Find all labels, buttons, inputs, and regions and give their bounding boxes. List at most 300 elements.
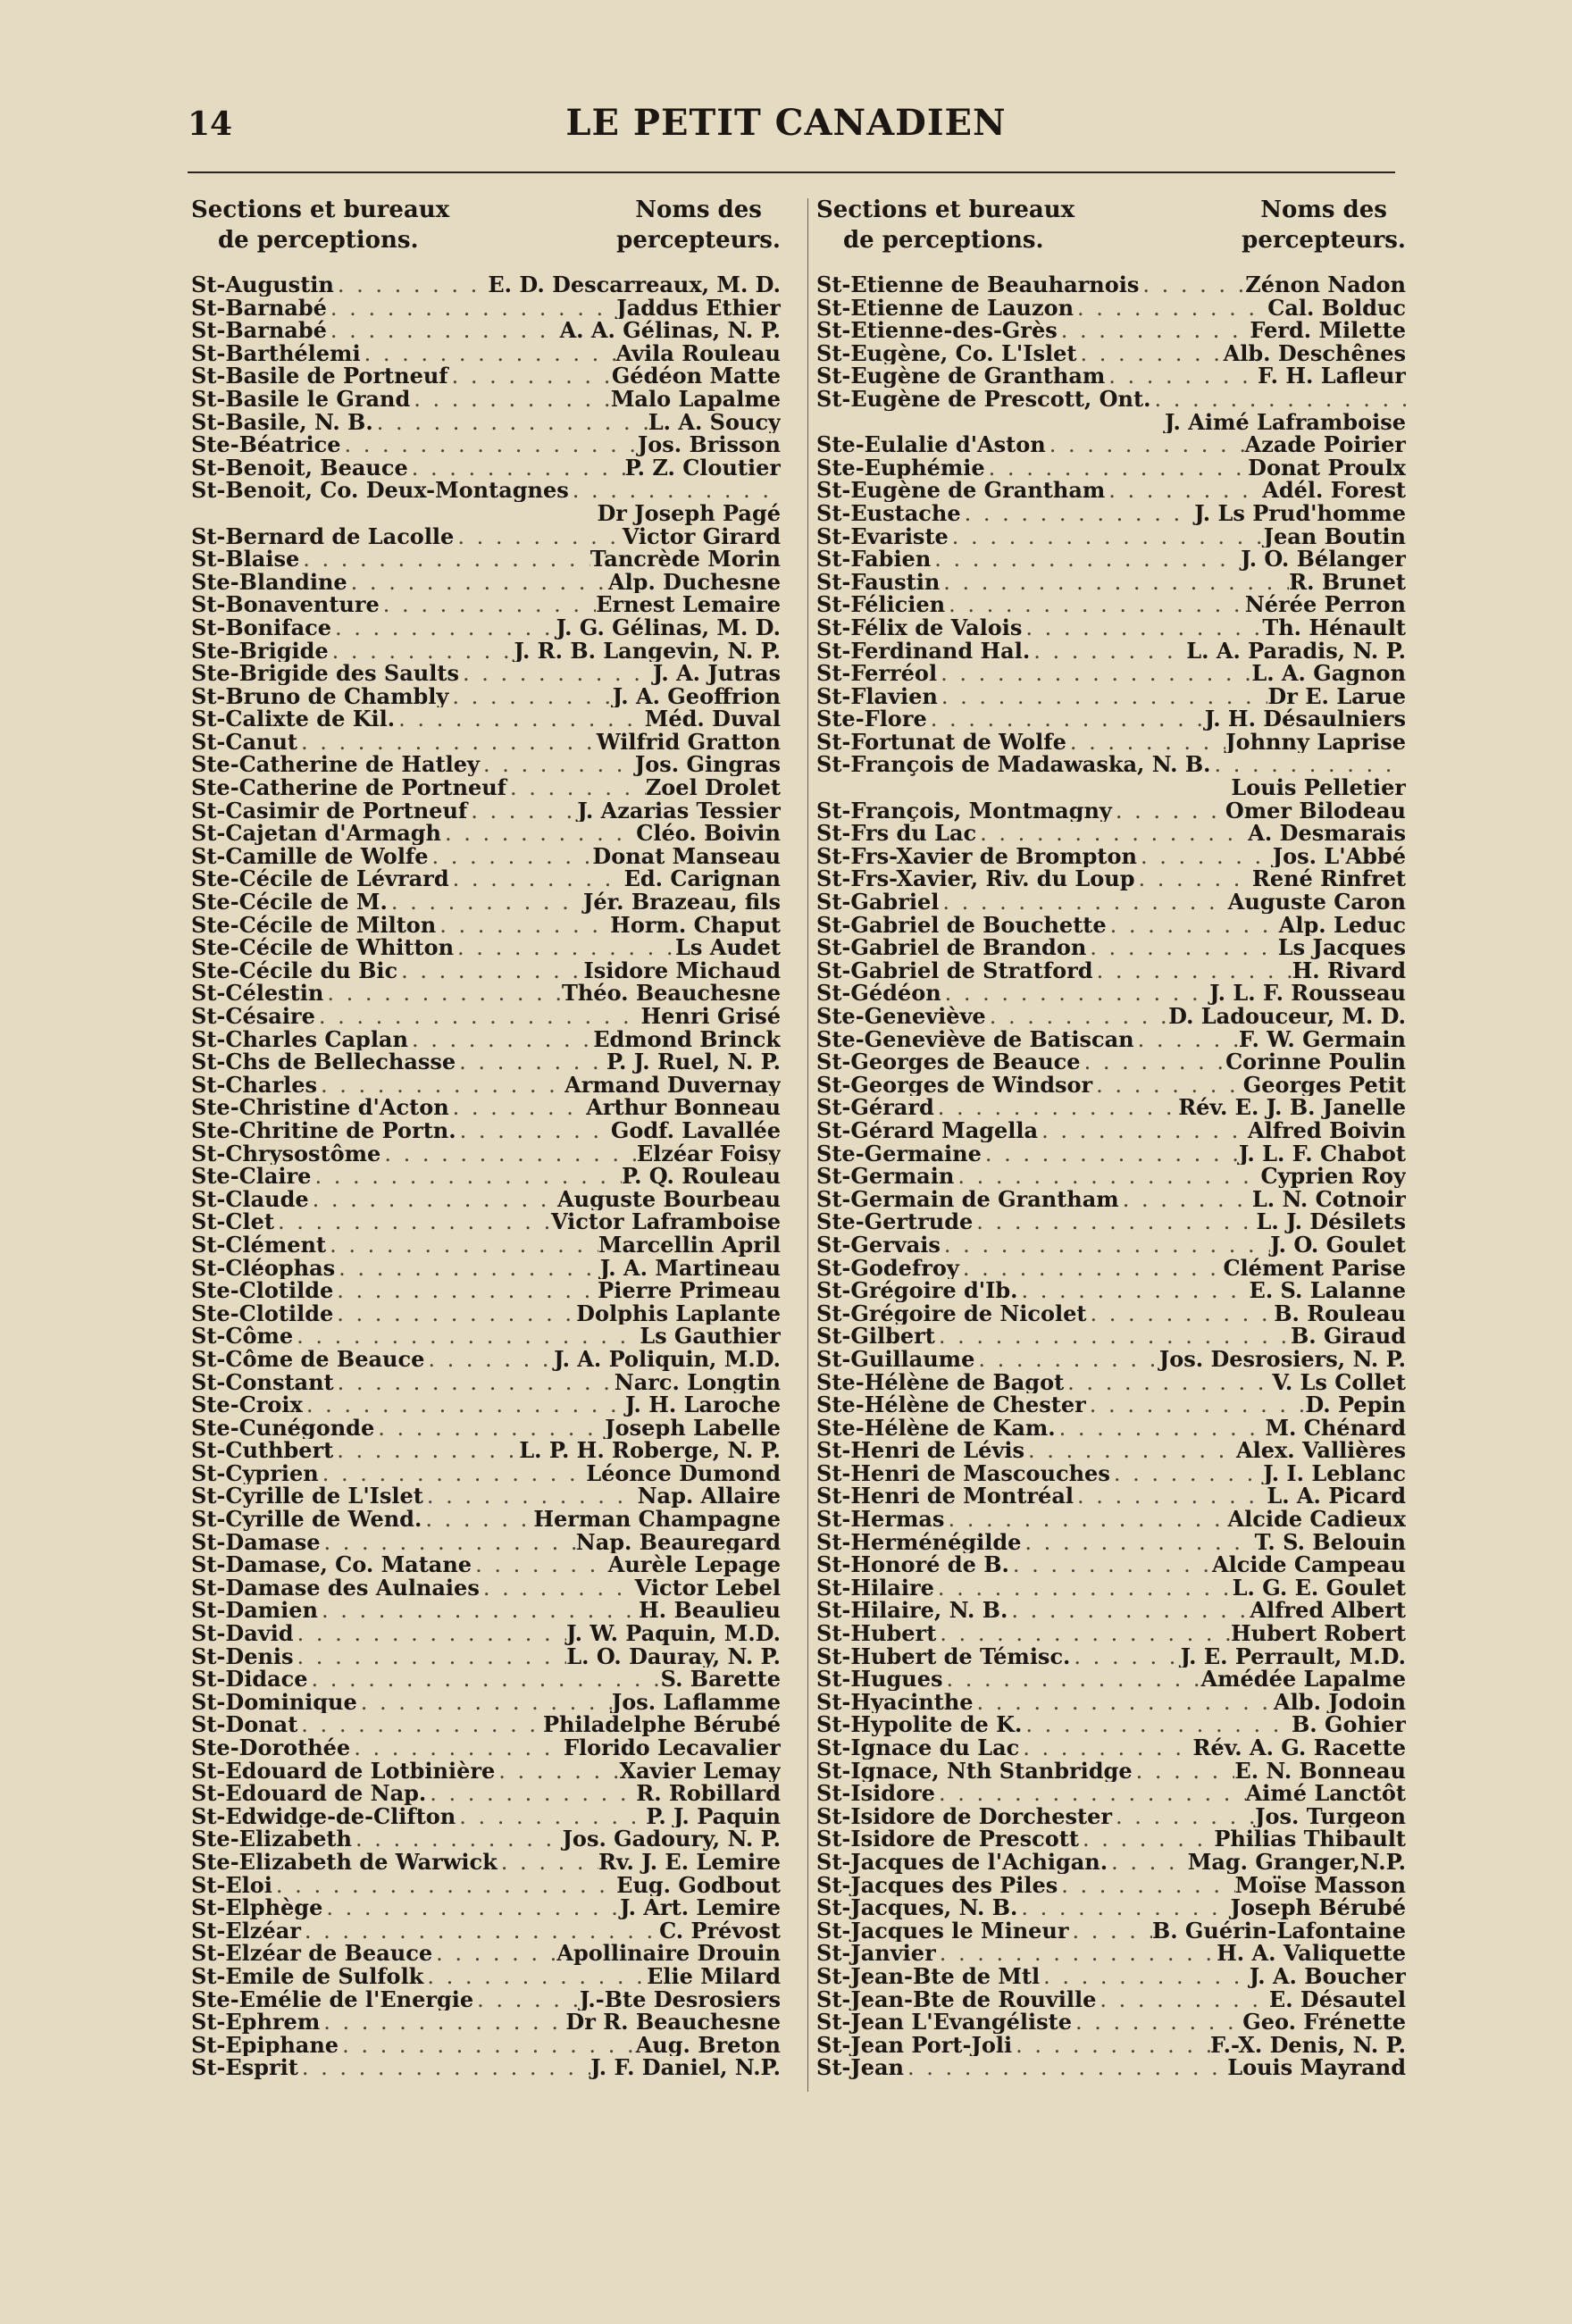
collector-name: J. A. Boucher (1249, 1964, 1406, 1988)
list-item (816, 1028, 1406, 1051)
list-item (191, 867, 781, 890)
section-name: St-Clément (191, 1233, 327, 1257)
section-name: St-Gédéon (816, 982, 941, 1005)
list-item (191, 662, 781, 685)
dot-leader (1150, 389, 1406, 411)
section-name: Ste-Chritine de Portn. (191, 1118, 456, 1142)
section-name: St-Edouard de Lotbinière (191, 1759, 496, 1783)
list-item (816, 525, 1406, 548)
section-name: St-Etienne-des-Grès (816, 319, 1058, 342)
dot-leader (495, 1760, 619, 1783)
section-name: St-François de Madawaska, N. B. (816, 753, 1211, 777)
section-name: St-Georges de Windsor (816, 1073, 1093, 1097)
collector-name: Philias Thibault (1214, 1827, 1406, 1851)
collector-name: Zoel Drolet (645, 776, 781, 799)
section-name: St-Damase (191, 1530, 321, 1554)
collector-name: Malo Lapalme (610, 387, 781, 411)
list-item (191, 1119, 781, 1142)
list-item (816, 776, 1406, 799)
dot-leader (329, 640, 514, 663)
list-item (191, 890, 781, 914)
dot-leader (945, 594, 1245, 616)
dot-leader (456, 1051, 606, 1074)
collector-name: J. A. Geoffrion (612, 684, 781, 708)
dot-leader (1064, 1372, 1272, 1394)
collector-name: Méd. Duval (644, 707, 781, 731)
list-item (191, 616, 781, 640)
list-item (191, 1599, 781, 1622)
dot-leader (937, 663, 1251, 685)
collector-name: L. G. E. Goulet (1232, 1576, 1406, 1600)
dot-leader (299, 548, 590, 571)
dot-leader (941, 982, 1210, 1005)
section-name: St-Hugues (816, 1668, 943, 1691)
collector-name: Geo. Frénette (1242, 2011, 1406, 2034)
dot-leader (303, 1394, 625, 1417)
collector-name: J. R. B. Langevin, N. P. (514, 639, 781, 663)
section-name: St-Jacques des Piles (816, 1873, 1058, 1897)
collector-name: B. Giraud (1290, 1325, 1406, 1348)
section-name: St-Hermas (816, 1508, 945, 1531)
section-name: St-Camille de Wolfe (191, 844, 429, 868)
section-name: St-Félix de Valois (816, 615, 1023, 640)
list-item (816, 640, 1406, 663)
list-item (816, 1462, 1406, 1485)
list-item (191, 297, 781, 320)
dot-leader (441, 823, 636, 845)
collector-name: Ls Gauthier (640, 1325, 781, 1348)
dot-leader (940, 572, 1289, 594)
collector-name: Ls Jacques (1277, 936, 1406, 959)
collector-name: L. N. Cotnoir (1251, 1187, 1406, 1211)
collector-name: Alfred Boivin (1247, 1118, 1406, 1142)
header-rule (188, 171, 1395, 173)
list-item (191, 640, 781, 663)
collector-name: J. Aimé Laframboise (1165, 410, 1406, 434)
section-name: St-Ephrem (191, 2011, 321, 2034)
right-column (816, 195, 1406, 2079)
section-name: St-Donat (191, 1713, 298, 1736)
section-name: St-Jacques le Mineur (816, 1919, 1069, 1943)
collector-name: Victor Laframboise (550, 1210, 781, 1233)
list-item (816, 1827, 1406, 1851)
dot-leader (315, 1006, 641, 1028)
list-item (816, 1393, 1406, 1417)
dot-leader (1058, 320, 1250, 342)
section-name: Ste-Cécile de Milton (191, 913, 437, 937)
page-title: LE PETIT CANADIEN (565, 102, 1007, 144)
collector-name: Zénon Nadon (1245, 273, 1406, 297)
section-name: St-Eugène de Grantham (816, 479, 1106, 502)
collector-name: Jos. Desrosiers, N. P. (1158, 1347, 1406, 1371)
list-item (191, 1896, 781, 1919)
dot-leader (294, 1646, 567, 1668)
collector-name: Wilfrid Gratton (596, 730, 781, 754)
dot-leader (1112, 800, 1225, 823)
dot-leader (943, 1668, 1201, 1691)
collector-name: Dr E. Larue (1267, 684, 1406, 708)
list-item (816, 1417, 1406, 1440)
dot-leader (380, 594, 596, 616)
collector-name: E. D. Descarreaux, M. D. (488, 273, 781, 297)
collector-name: Henri Grisé (640, 1005, 781, 1028)
list-item (816, 1439, 1406, 1462)
section-name: St-Faustin (816, 570, 941, 594)
list-item (191, 273, 781, 297)
list-item (191, 1691, 781, 1714)
section-name: St-Jacques de l'Achigan. (816, 1850, 1108, 1874)
section-name: St-Gabriel de Brandon (816, 936, 1087, 959)
section-name: St-Côme (191, 1325, 294, 1348)
section-name: St-Claude (191, 1187, 309, 1211)
dot-leader (293, 1325, 640, 1348)
list-item (816, 1531, 1406, 1554)
list-item (191, 845, 781, 868)
section-name: Ste-Emélie de l'Energie (191, 1987, 474, 2011)
dot-leader (1079, 1828, 1214, 1851)
column-header (816, 195, 1406, 273)
list-item (816, 1805, 1406, 1828)
list-item (816, 593, 1406, 616)
list-item (816, 1896, 1406, 1919)
collector-name: Nérée Perron (1244, 593, 1406, 616)
dot-leader (334, 274, 489, 297)
collector-name: J. Art. Lemire (620, 1896, 781, 1919)
collector-name: Nap. Beauregard (575, 1530, 781, 1554)
dot-leader (333, 1440, 519, 1462)
section-name: St-Janvier (816, 1942, 936, 1965)
collector-name: Alb. Deschênes (1223, 341, 1406, 365)
section-name: St-Jean-Bte de Rouville (816, 1987, 1097, 2011)
section-name: St-Césaire (191, 1005, 315, 1028)
dot-leader (982, 1143, 1239, 1166)
collector-name: J. O. Goulet (1270, 1233, 1406, 1257)
collector-name: Alp. Leduc (1278, 913, 1406, 937)
dot-leader (395, 708, 645, 731)
list-item (816, 1713, 1406, 1736)
list-item (816, 2011, 1406, 2034)
collector-name: J. O. Bélanger (1241, 548, 1406, 571)
collector-name: Donat Manseau (592, 844, 781, 868)
section-name: St-Damien (191, 1599, 318, 1623)
dot-leader (449, 1097, 587, 1119)
list-item (191, 2034, 781, 2057)
collector-name: E. N. Bonneau (1234, 1759, 1406, 1783)
list-item (816, 1668, 1406, 1691)
entry-list (191, 273, 781, 2079)
list-item (816, 753, 1406, 776)
list-item (816, 411, 1406, 434)
list-item (816, 867, 1406, 890)
dot-leader (1066, 731, 1225, 754)
list-item (816, 1736, 1406, 1760)
section-name: St-Henri de Lévis (816, 1439, 1025, 1462)
section-name: St-Frs-Xavier, Riv. du Loup (816, 867, 1135, 891)
dot-leader (456, 1120, 611, 1142)
section-name: St-Grégoire de Nicolet (816, 1301, 1087, 1325)
section-name: St-Fabien (816, 548, 932, 571)
collector-name: P. J. Paquin (646, 1804, 781, 1828)
section-name: St-Henri de Montréal (816, 1484, 1074, 1509)
collector-name: J. F. Daniel, N.P. (590, 2056, 781, 2079)
collector-name: J. W. Paquin, M.D. (566, 1622, 781, 1645)
collector-name: L. A. Paradis, N. P. (1186, 639, 1406, 663)
list-item (191, 1553, 781, 1576)
collector-name: Auguste Bourbeau (557, 1187, 781, 1211)
section-name: St-Frs du Lac (816, 822, 977, 845)
list-item (191, 1142, 781, 1166)
section-name: Ste-Hélène de Chester (816, 1393, 1086, 1417)
section-name: St-Cléophas (191, 1256, 336, 1280)
dot-leader (927, 708, 1205, 731)
section-name: St-Gabriel (816, 890, 940, 914)
list-item (191, 776, 781, 799)
collector-name: B. Guérin-Lafontaine (1151, 1919, 1406, 1943)
collector-name: J. Ls Prud'homme (1194, 501, 1406, 525)
section-name: St-Honoré de B. (816, 1553, 1009, 1576)
dot-leader (1139, 274, 1245, 297)
section-name: St-Germain (816, 1165, 955, 1188)
list-item (816, 2056, 1406, 2079)
dot-leader (424, 1349, 554, 1371)
collector-name: J. A. Martineau (599, 1256, 781, 1280)
dot-leader (1086, 937, 1277, 959)
dot-leader (1012, 2035, 1210, 2057)
collector-name: Dr R. Beauchesne (565, 2011, 781, 2034)
dot-leader (954, 1166, 1260, 1188)
list-item (191, 571, 781, 594)
dot-leader (454, 937, 675, 959)
section-name: St-Charles Caplan (191, 1027, 408, 1051)
dot-leader (939, 891, 1227, 914)
dot-leader (347, 572, 608, 594)
section-name: Ste-Catherine de Hatley (191, 753, 480, 777)
dot-leader (1019, 1737, 1192, 1760)
section-name: St-Gilbert (816, 1325, 935, 1348)
section-name: Ste-Geneviève de Batiscan (816, 1027, 1134, 1051)
section-name: St-Basile, N. B. (191, 410, 373, 434)
section-name: St-Cyprien (191, 1461, 319, 1485)
dot-leader (944, 1509, 1227, 1531)
collector-name: Alp. Duchesne (607, 570, 781, 594)
collector-name: Aimé Lanctôt (1245, 1782, 1406, 1805)
dot-leader (298, 2057, 590, 2079)
collector-name: Horm. Chaput (610, 913, 781, 937)
collector-name: E. S. Lalanne (1249, 1279, 1406, 1302)
section-name: Ste-Hélène de Kam. (816, 1416, 1056, 1440)
list-item (191, 982, 781, 1005)
collector-name: Corinne Poulin (1225, 1050, 1406, 1074)
dot-leader (1096, 1989, 1269, 2011)
collector-name: J. H. Laroche (625, 1393, 781, 1417)
dot-leader (320, 2011, 565, 2034)
column-header-sections: Sections et bureaux de perceptions. (816, 196, 1075, 254)
collector-name: Georges Petit (1242, 1073, 1406, 1097)
collector-name: M. Chénard (1265, 1416, 1406, 1440)
section-name: St-Gervais (816, 1233, 941, 1257)
section-name: St-Frs-Xavier de Brompton (816, 844, 1137, 868)
dot-leader (959, 1258, 1224, 1280)
dot-leader (327, 320, 560, 342)
list-item (816, 685, 1406, 708)
dot-leader (1022, 1714, 1292, 1736)
collector-name: Léonce Dumond (586, 1461, 781, 1485)
section-name: Ste-Blandine (191, 570, 347, 594)
list-item (816, 1050, 1406, 1074)
dot-leader (361, 343, 616, 365)
list-item (816, 502, 1406, 525)
dot-leader (357, 1692, 612, 1714)
collector-name: Louis Pelletier (1231, 776, 1406, 799)
list-item (816, 433, 1406, 456)
dot-leader (333, 1280, 598, 1302)
collector-name: Jean Boutin (1263, 524, 1406, 548)
collector-name: L. A. Soucy (648, 410, 781, 434)
section-name: St-Cyrille de L'Islet (191, 1484, 423, 1509)
dot-leader (976, 823, 1248, 845)
section-name: Ste-Cécile de Whitton (191, 936, 455, 959)
section-name: Ste-Clotilde (191, 1279, 334, 1302)
collector-name: H. A. Valiquette (1217, 1942, 1406, 1965)
list-item (816, 959, 1406, 982)
collector-name: J. E. Perrault, M.D. (1180, 1644, 1406, 1668)
collector-name: Alcide Cadieux (1227, 1508, 1406, 1531)
collector-name: Jos. Brisson (637, 433, 781, 456)
section-name: St-Hyacinthe (816, 1690, 974, 1714)
section-name: Ste-Flore (816, 707, 927, 731)
list-item (191, 959, 781, 982)
section-name: St-Jacques, N. B. (816, 1896, 1018, 1919)
list-item (191, 2011, 781, 2034)
collector-name: Jér. Brazeau, fils (583, 890, 781, 914)
dot-leader (938, 686, 1268, 708)
dot-leader (569, 480, 781, 502)
collector-name: Narc. Longtin (614, 1370, 781, 1394)
dot-leader (1008, 1600, 1250, 1622)
collector-name: Amédée Lapalme (1200, 1668, 1406, 1691)
list-item (191, 822, 781, 845)
dot-leader (1086, 1394, 1306, 1417)
list-item (816, 890, 1406, 914)
collector-name: Ls Audet (675, 936, 781, 959)
collector-name: Victor Girard (622, 524, 781, 548)
dot-leader (423, 1966, 647, 1988)
dot-leader (1074, 297, 1267, 320)
list-item (816, 662, 1406, 685)
dot-leader (904, 2057, 1227, 2079)
collector-name: Apollinaire Drouin (556, 1942, 781, 1965)
list-item (816, 1645, 1406, 1668)
collector-name: Rév. E. J. B. Janelle (1178, 1096, 1406, 1119)
collector-name: D. Ladouceur, M. D. (1168, 1005, 1406, 1028)
collector-name: J.-Bte Desrosiers (579, 1987, 781, 2011)
section-name: St-Hubert de Témisc. (816, 1644, 1071, 1668)
section-name: St-Gabriel de Stratford (816, 958, 1093, 982)
dot-leader (373, 412, 648, 434)
dot-leader (941, 1234, 1270, 1257)
list-item (191, 1736, 781, 1760)
list-item (191, 1851, 781, 1874)
list-item (816, 1782, 1406, 1805)
section-name: St-Esprit (191, 2056, 298, 2079)
section-name: St-Elphège (191, 1896, 323, 1919)
dot-leader (472, 1554, 608, 1576)
collector-name: Auguste Caron (1227, 890, 1406, 914)
list-item (816, 1851, 1406, 1874)
dot-leader (426, 1783, 636, 1805)
section-name: St-Eugène, Co. L'Islet (816, 341, 1077, 365)
section-name: St-Ferréol (816, 662, 938, 685)
list-item (191, 525, 781, 548)
section-name: St-Eloi (191, 1873, 272, 1897)
section-name: Ste-Clotilde (191, 1301, 334, 1325)
dot-leader (397, 960, 583, 982)
dot-leader (986, 1006, 1168, 1028)
section-name: St-Emile de Sulfolk (191, 1964, 424, 1988)
section-name: Ste-Cécile de Lévrard (191, 867, 449, 891)
collector-name: P. J. Ruel, N. P. (606, 1050, 781, 1074)
collector-name: Nap. Allaire (637, 1484, 781, 1509)
dot-leader (1040, 1966, 1250, 1988)
section-name: Ste-Elizabeth (191, 1827, 352, 1851)
dot-leader (297, 731, 597, 754)
dot-leader (931, 548, 1241, 571)
dot-leader (936, 1943, 1217, 1965)
dot-leader (1017, 1897, 1230, 1919)
collector-name: Jos. Laflamme (611, 1690, 781, 1714)
collector-name: J. Azarias Tessier (577, 798, 781, 823)
section-name: St-Isidore (816, 1782, 935, 1805)
list-item (191, 1668, 781, 1691)
list-item (191, 1531, 781, 1554)
dot-leader (350, 1737, 564, 1760)
list-item (816, 1599, 1406, 1622)
section-name: St-Chs de Bellechasse (191, 1050, 456, 1074)
collector-name: Marcellin April (598, 1233, 781, 1257)
column-header (191, 195, 781, 273)
dot-leader (973, 1211, 1256, 1233)
collector-name: Alfred Albert (1250, 1599, 1406, 1623)
dot-leader (374, 1417, 605, 1440)
collector-name: Dr Joseph Pagé (597, 501, 781, 525)
dot-leader (1119, 1189, 1252, 1211)
dot-leader (1112, 1806, 1255, 1828)
list-item (816, 982, 1406, 1005)
section-name: St-Jean L'Evangéliste (816, 2011, 1072, 2034)
collector-name: Avila Rouleau (615, 341, 781, 365)
section-name: St-David (191, 1622, 294, 1645)
section-name: St-Edouard de Nap. (191, 1782, 427, 1805)
collector-name: Jos. Turgeon (1255, 1804, 1406, 1828)
collector-name: P. Z. Cloutier (624, 456, 781, 480)
list-item (816, 1691, 1406, 1714)
list-item (816, 571, 1406, 594)
dot-leader (1058, 1875, 1234, 1897)
list-item (816, 1371, 1406, 1394)
dot-leader (1110, 1463, 1263, 1485)
dot-leader (1087, 1303, 1275, 1325)
section-name: Ste-Cunégonde (191, 1416, 375, 1440)
collector-name: V. Ls Collet (1272, 1370, 1406, 1394)
dot-leader (333, 1303, 576, 1325)
list-item (191, 1371, 781, 1394)
collector-name: S. Barette (660, 1668, 781, 1691)
list-item (191, 1919, 781, 1943)
dot-leader (272, 1875, 616, 1897)
dot-leader (961, 503, 1195, 525)
section-name: St-Edwidge-de-Clifton (191, 1804, 456, 1828)
entry-list (816, 273, 1406, 2079)
